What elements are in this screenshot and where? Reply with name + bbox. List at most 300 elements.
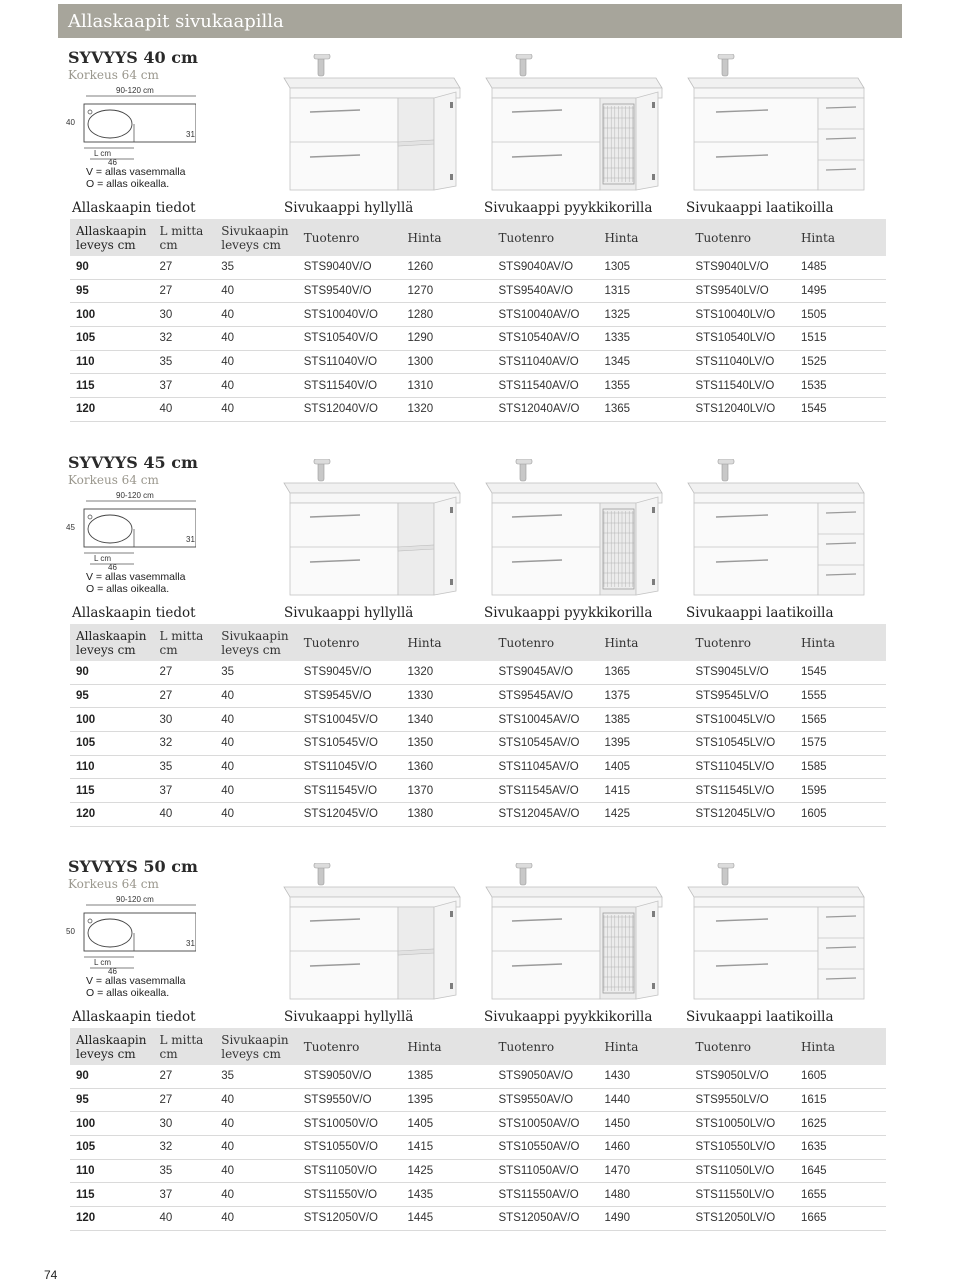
table-cell: STS11540V/O bbox=[298, 374, 402, 398]
table-cell: STS10050AV/O bbox=[493, 1112, 599, 1136]
table-cell: 90 bbox=[70, 256, 154, 279]
table-cell: 1290 bbox=[402, 327, 493, 351]
table-cell: 40 bbox=[215, 303, 298, 327]
table-cell: 40 bbox=[215, 350, 298, 374]
table-cell: STS11545AV/O bbox=[493, 779, 599, 803]
table-cell: 1490 bbox=[598, 1207, 689, 1231]
table-cell: 1415 bbox=[598, 779, 689, 803]
table-cell: STS9550AV/O bbox=[493, 1088, 599, 1112]
table-cell: STS11040V/O bbox=[298, 350, 402, 374]
table-cell: STS10040V/O bbox=[298, 303, 402, 327]
table-cell: 1395 bbox=[402, 1088, 493, 1112]
table-cell: 1305 bbox=[598, 256, 689, 279]
table-cell: 27 bbox=[154, 1088, 216, 1112]
table-cell: 35 bbox=[154, 350, 216, 374]
table-cell: 1425 bbox=[598, 803, 689, 827]
table-cell: 32 bbox=[154, 732, 216, 756]
table-cell: 1495 bbox=[795, 279, 886, 303]
group-heading-basket: Sivukaappi pyykkikorilla bbox=[484, 200, 653, 216]
table-cell: 1585 bbox=[795, 755, 886, 779]
diagram-label: 90-120 cm bbox=[116, 895, 154, 904]
group-heading-shelf: Sivukaappi hyllyllä bbox=[284, 200, 414, 216]
table-cell: 40 bbox=[215, 398, 298, 422]
table-cell: 1470 bbox=[598, 1159, 689, 1183]
column-header-price: Hinta bbox=[795, 624, 886, 661]
table-cell: STS10050V/O bbox=[298, 1112, 402, 1136]
diagram-label: 31 bbox=[186, 535, 195, 544]
table-cell: 1430 bbox=[598, 1065, 689, 1088]
table-row bbox=[70, 1183, 886, 1207]
product-image-shelf bbox=[276, 459, 466, 599]
product-image-basket bbox=[478, 863, 668, 1003]
table-cell: 37 bbox=[154, 1183, 216, 1207]
table-cell: 120 bbox=[70, 803, 154, 827]
table-cell: 115 bbox=[70, 1183, 154, 1207]
table-cell: 1615 bbox=[795, 1088, 886, 1112]
product-image-shelf bbox=[276, 54, 466, 194]
column-header-price: Hinta bbox=[795, 219, 886, 256]
table-cell: 1565 bbox=[795, 708, 886, 732]
table-cell: STS11545V/O bbox=[298, 779, 402, 803]
table-cell: 35 bbox=[215, 256, 298, 279]
diagram-label: 31 bbox=[186, 939, 195, 948]
table-cell: 30 bbox=[154, 303, 216, 327]
table-cell: 27 bbox=[154, 661, 216, 684]
diagram-label: 46 bbox=[108, 158, 117, 167]
table-row bbox=[70, 350, 886, 374]
table-cell: 40 bbox=[154, 398, 216, 422]
column-header-price: Hinta bbox=[402, 624, 493, 661]
table-cell: 1545 bbox=[795, 398, 886, 422]
table-cell: 1575 bbox=[795, 732, 886, 756]
table-cell: STS12050LV/O bbox=[689, 1207, 795, 1231]
table-cell: 30 bbox=[154, 1112, 216, 1136]
diagram-label: 50 bbox=[66, 927, 75, 936]
table-cell: 1405 bbox=[402, 1112, 493, 1136]
table-cell: STS11045AV/O bbox=[493, 755, 599, 779]
table-cell: STS11045V/O bbox=[298, 755, 402, 779]
table-cell: 40 bbox=[215, 803, 298, 827]
legend-right: O = allas oikealla. bbox=[86, 178, 170, 190]
table-cell: 40 bbox=[215, 1207, 298, 1231]
table-cell: 40 bbox=[215, 732, 298, 756]
section-height: Korkeus 64 cm bbox=[68, 473, 159, 487]
table-cell: 1380 bbox=[402, 803, 493, 827]
table-cell: 120 bbox=[70, 1207, 154, 1231]
section-title: SYVYYS 50 cm bbox=[68, 857, 198, 876]
table-cell: STS9545V/O bbox=[298, 684, 402, 708]
table-cell: 1505 bbox=[795, 303, 886, 327]
table-cell: STS12045AV/O bbox=[493, 803, 599, 827]
table-cell: 1330 bbox=[402, 684, 493, 708]
table-cell: 1340 bbox=[402, 708, 493, 732]
column-header-price: Hinta bbox=[598, 219, 689, 256]
table-cell: 1655 bbox=[795, 1183, 886, 1207]
table-cell: STS10550V/O bbox=[298, 1136, 402, 1160]
group-heading-shelf: Sivukaappi hyllyllä bbox=[284, 1009, 414, 1025]
table-cell: 27 bbox=[154, 684, 216, 708]
table-cell: STS12045LV/O bbox=[689, 803, 795, 827]
table-cell: 40 bbox=[154, 1207, 216, 1231]
depth-section bbox=[66, 453, 886, 848]
table-cell: STS9545LV/O bbox=[689, 684, 795, 708]
column-header-code: Tuotenro bbox=[493, 219, 599, 256]
table-row bbox=[70, 779, 886, 803]
table-cell: 90 bbox=[70, 661, 154, 684]
table-cell: 1270 bbox=[402, 279, 493, 303]
table-row bbox=[70, 708, 886, 732]
table-cell: STS10045AV/O bbox=[493, 708, 599, 732]
table-cell: STS11540LV/O bbox=[689, 374, 795, 398]
column-header-width: Allaskaapin leveys cm bbox=[70, 1028, 154, 1065]
table-cell: STS10545V/O bbox=[298, 732, 402, 756]
column-header-code: Tuotenro bbox=[689, 219, 795, 256]
table-cell: 90 bbox=[70, 1065, 154, 1088]
group-heading-drawers: Sivukaappi laatikoilla bbox=[686, 605, 834, 621]
section-height: Korkeus 64 cm bbox=[68, 68, 159, 82]
table-cell: 1315 bbox=[598, 279, 689, 303]
product-image-shelf bbox=[276, 863, 466, 1003]
table-cell: 1260 bbox=[402, 256, 493, 279]
table-cell: STS11550LV/O bbox=[689, 1183, 795, 1207]
column-header-code: Tuotenro bbox=[493, 1028, 599, 1065]
table-cell: STS12045V/O bbox=[298, 803, 402, 827]
column-header-code: Tuotenro bbox=[298, 1028, 402, 1065]
group-heading-drawers: Sivukaappi laatikoilla bbox=[686, 200, 834, 216]
column-header-price: Hinta bbox=[598, 1028, 689, 1065]
product-image-drawers bbox=[680, 863, 870, 1003]
column-header-price: Hinta bbox=[402, 219, 493, 256]
table-row bbox=[70, 732, 886, 756]
table-cell: 32 bbox=[154, 327, 216, 351]
table-cell: STS9040LV/O bbox=[689, 256, 795, 279]
column-header-code: Tuotenro bbox=[298, 219, 402, 256]
section-title: SYVYYS 40 cm bbox=[68, 48, 198, 67]
table-cell: 40 bbox=[215, 374, 298, 398]
table-cell: 40 bbox=[215, 755, 298, 779]
group-heading-shelf: Sivukaappi hyllyllä bbox=[284, 605, 414, 621]
table-cell: 1425 bbox=[402, 1159, 493, 1183]
table-cell: 1645 bbox=[795, 1159, 886, 1183]
price-table bbox=[70, 1028, 886, 1231]
table-cell: 1595 bbox=[795, 779, 886, 803]
table-cell: 1350 bbox=[402, 732, 493, 756]
column-header-l: L mitta cm bbox=[154, 1028, 216, 1065]
table-row bbox=[70, 327, 886, 351]
table-cell: 105 bbox=[70, 732, 154, 756]
column-header-side: Sivukaapin leveys cm bbox=[215, 624, 298, 661]
table-cell: STS10040AV/O bbox=[493, 303, 599, 327]
table-cell: 40 bbox=[215, 684, 298, 708]
basin-side-legend bbox=[86, 975, 186, 999]
column-header-code: Tuotenro bbox=[689, 1028, 795, 1065]
table-cell: STS9045V/O bbox=[298, 661, 402, 684]
table-cell: 27 bbox=[154, 279, 216, 303]
table-cell: 27 bbox=[154, 256, 216, 279]
table-cell: STS10540V/O bbox=[298, 327, 402, 351]
legend-right: O = allas oikealla. bbox=[86, 583, 170, 595]
table-cell: 95 bbox=[70, 1088, 154, 1112]
table-cell: STS11040AV/O bbox=[493, 350, 599, 374]
table-cell: STS9045AV/O bbox=[493, 661, 599, 684]
table-cell: 1365 bbox=[598, 661, 689, 684]
column-header-code: Tuotenro bbox=[689, 624, 795, 661]
table-row bbox=[70, 1159, 886, 1183]
table-cell: 40 bbox=[215, 1136, 298, 1160]
column-header-l: L mitta cm bbox=[154, 219, 216, 256]
table-cell: 40 bbox=[215, 279, 298, 303]
diagram-label: 45 bbox=[66, 523, 75, 532]
table-cell: 1325 bbox=[598, 303, 689, 327]
table-cell: 1460 bbox=[598, 1136, 689, 1160]
depth-section bbox=[66, 857, 886, 1252]
diagram-label: L cm bbox=[94, 958, 112, 967]
table-row bbox=[70, 803, 886, 827]
diagram-label: 90-120 cm bbox=[116, 86, 154, 95]
table-cell: 1555 bbox=[795, 684, 886, 708]
table-row bbox=[70, 1136, 886, 1160]
table-cell: STS11045LV/O bbox=[689, 755, 795, 779]
table-cell: 105 bbox=[70, 1136, 154, 1160]
table-cell: 115 bbox=[70, 374, 154, 398]
table-cell: 120 bbox=[70, 398, 154, 422]
table-cell: STS10545AV/O bbox=[493, 732, 599, 756]
table-cell: 1375 bbox=[598, 684, 689, 708]
column-header-side: Sivukaapin leveys cm bbox=[215, 219, 298, 256]
table-cell: 40 bbox=[215, 1088, 298, 1112]
legend-left: V = allas vasemmalla bbox=[86, 975, 186, 987]
table-cell: STS12050V/O bbox=[298, 1207, 402, 1231]
table-cell: 1405 bbox=[598, 755, 689, 779]
table-cell: 1385 bbox=[402, 1065, 493, 1088]
table-cell: STS10040LV/O bbox=[689, 303, 795, 327]
table-cell: 110 bbox=[70, 1159, 154, 1183]
column-header-l: L mitta cm bbox=[154, 624, 216, 661]
table-cell: 1360 bbox=[402, 755, 493, 779]
table-cell: 115 bbox=[70, 779, 154, 803]
table-cell: STS10540LV/O bbox=[689, 327, 795, 351]
table-cell: 40 bbox=[215, 779, 298, 803]
table-row bbox=[70, 1088, 886, 1112]
table-cell: 1435 bbox=[402, 1183, 493, 1207]
table-cell: STS9050LV/O bbox=[689, 1065, 795, 1088]
table-cell: 35 bbox=[154, 755, 216, 779]
group-heading-info: Allaskaapin tiedot bbox=[72, 605, 196, 621]
diagram-label: 31 bbox=[186, 130, 195, 139]
table-cell: 1625 bbox=[795, 1112, 886, 1136]
table-cell: 37 bbox=[154, 374, 216, 398]
table-cell: STS9040AV/O bbox=[493, 256, 599, 279]
price-table bbox=[70, 219, 886, 422]
column-header-side: Sivukaapin leveys cm bbox=[215, 1028, 298, 1065]
table-row bbox=[70, 684, 886, 708]
product-image-basket bbox=[478, 54, 668, 194]
table-row bbox=[70, 755, 886, 779]
table-cell: 95 bbox=[70, 684, 154, 708]
table-cell: 1480 bbox=[598, 1183, 689, 1207]
page-header-title: Allaskaapit sivukaapilla bbox=[68, 10, 284, 32]
table-cell: 40 bbox=[215, 708, 298, 732]
diagram-label: 90-120 cm bbox=[116, 491, 154, 500]
table-cell: 1525 bbox=[795, 350, 886, 374]
table-row bbox=[70, 1065, 886, 1088]
column-header-width: Allaskaapin leveys cm bbox=[70, 219, 154, 256]
table-cell: 100 bbox=[70, 708, 154, 732]
table-cell: STS11050LV/O bbox=[689, 1159, 795, 1183]
product-image-drawers bbox=[680, 54, 870, 194]
table-cell: STS11540AV/O bbox=[493, 374, 599, 398]
legend-left: V = allas vasemmalla bbox=[86, 571, 186, 583]
diagram-label: 46 bbox=[108, 967, 117, 976]
basin-side-legend bbox=[86, 571, 186, 595]
table-cell: 1515 bbox=[795, 327, 886, 351]
product-image-drawers bbox=[680, 459, 870, 599]
table-cell: 100 bbox=[70, 1112, 154, 1136]
table-cell: 1545 bbox=[795, 661, 886, 684]
table-cell: 1280 bbox=[402, 303, 493, 327]
table-cell: 40 bbox=[154, 803, 216, 827]
table-cell: 1365 bbox=[598, 398, 689, 422]
legend-left: V = allas vasemmalla bbox=[86, 166, 186, 178]
table-cell: 1605 bbox=[795, 1065, 886, 1088]
table-cell: STS10550AV/O bbox=[493, 1136, 599, 1160]
table-cell: 1415 bbox=[402, 1136, 493, 1160]
table-cell: 110 bbox=[70, 755, 154, 779]
table-cell: 40 bbox=[215, 1159, 298, 1183]
table-cell: STS11545LV/O bbox=[689, 779, 795, 803]
table-cell: 1665 bbox=[795, 1207, 886, 1231]
diagram-label: L cm bbox=[94, 149, 112, 158]
table-row bbox=[70, 256, 886, 279]
table-cell: STS10045V/O bbox=[298, 708, 402, 732]
table-cell: 35 bbox=[215, 661, 298, 684]
table-cell: STS9040V/O bbox=[298, 256, 402, 279]
table-cell: STS10550LV/O bbox=[689, 1136, 795, 1160]
table-cell: 35 bbox=[215, 1065, 298, 1088]
table-cell: 110 bbox=[70, 350, 154, 374]
table-cell: 1485 bbox=[795, 256, 886, 279]
table-header-row bbox=[70, 624, 886, 661]
table-cell: 1300 bbox=[402, 350, 493, 374]
table-cell: 95 bbox=[70, 279, 154, 303]
table-cell: 1310 bbox=[402, 374, 493, 398]
table-cell: 1395 bbox=[598, 732, 689, 756]
table-cell: 1535 bbox=[795, 374, 886, 398]
table-cell: STS12040V/O bbox=[298, 398, 402, 422]
page-number: 74 bbox=[44, 1268, 58, 1282]
table-cell: 105 bbox=[70, 327, 154, 351]
table-cell: STS11040LV/O bbox=[689, 350, 795, 374]
column-header-price: Hinta bbox=[402, 1028, 493, 1065]
group-heading-basket: Sivukaappi pyykkikorilla bbox=[484, 1009, 653, 1025]
table-cell: 1320 bbox=[402, 398, 493, 422]
table-cell: STS9050V/O bbox=[298, 1065, 402, 1088]
diagram-label: L cm bbox=[94, 554, 112, 563]
column-header-price: Hinta bbox=[598, 624, 689, 661]
table-cell: 1370 bbox=[402, 779, 493, 803]
table-cell: STS10050LV/O bbox=[689, 1112, 795, 1136]
table-cell: 1345 bbox=[598, 350, 689, 374]
column-header-width: Allaskaapin leveys cm bbox=[70, 624, 154, 661]
price-table bbox=[70, 624, 886, 827]
table-cell: STS12040AV/O bbox=[493, 398, 599, 422]
group-heading-info: Allaskaapin tiedot bbox=[72, 1009, 196, 1025]
table-cell: 1445 bbox=[402, 1207, 493, 1231]
page-header bbox=[58, 4, 902, 38]
table-cell: STS9045LV/O bbox=[689, 661, 795, 684]
table-row bbox=[70, 374, 886, 398]
table-row bbox=[70, 279, 886, 303]
table-cell: STS11050V/O bbox=[298, 1159, 402, 1183]
table-cell: STS9050AV/O bbox=[493, 1065, 599, 1088]
table-cell: 1635 bbox=[795, 1136, 886, 1160]
table-header-row bbox=[70, 219, 886, 256]
table-cell: 1440 bbox=[598, 1088, 689, 1112]
table-cell: STS11050AV/O bbox=[493, 1159, 599, 1183]
table-cell: 27 bbox=[154, 1065, 216, 1088]
column-header-code: Tuotenro bbox=[298, 624, 402, 661]
group-heading-info: Allaskaapin tiedot bbox=[72, 200, 196, 216]
table-row bbox=[70, 661, 886, 684]
table-cell: STS9540LV/O bbox=[689, 279, 795, 303]
table-cell: STS11550V/O bbox=[298, 1183, 402, 1207]
table-cell: STS9550V/O bbox=[298, 1088, 402, 1112]
table-cell: STS9540V/O bbox=[298, 279, 402, 303]
depth-section bbox=[66, 48, 886, 443]
table-cell: 30 bbox=[154, 708, 216, 732]
table-cell: 1355 bbox=[598, 374, 689, 398]
table-cell: STS9545AV/O bbox=[493, 684, 599, 708]
table-cell: STS10545LV/O bbox=[689, 732, 795, 756]
legend-right: O = allas oikealla. bbox=[86, 987, 170, 999]
diagram-label: 40 bbox=[66, 118, 75, 127]
column-header-price: Hinta bbox=[795, 1028, 886, 1065]
table-cell: STS12040LV/O bbox=[689, 398, 795, 422]
table-cell: 37 bbox=[154, 779, 216, 803]
table-cell: 1335 bbox=[598, 327, 689, 351]
table-cell: 100 bbox=[70, 303, 154, 327]
table-cell: 1385 bbox=[598, 708, 689, 732]
table-cell: 1450 bbox=[598, 1112, 689, 1136]
group-heading-drawers: Sivukaappi laatikoilla bbox=[686, 1009, 834, 1025]
table-cell: 35 bbox=[154, 1159, 216, 1183]
table-cell: 32 bbox=[154, 1136, 216, 1160]
table-cell: 40 bbox=[215, 1183, 298, 1207]
table-cell: 40 bbox=[215, 1112, 298, 1136]
table-row bbox=[70, 398, 886, 422]
section-title: SYVYYS 45 cm bbox=[68, 453, 198, 472]
table-row bbox=[70, 1207, 886, 1231]
product-image-basket bbox=[478, 459, 668, 599]
table-cell: 1605 bbox=[795, 803, 886, 827]
table-header-row bbox=[70, 1028, 886, 1065]
diagram-label: 46 bbox=[108, 563, 117, 572]
table-row bbox=[70, 1112, 886, 1136]
group-heading-basket: Sivukaappi pyykkikorilla bbox=[484, 605, 653, 621]
column-header-code: Tuotenro bbox=[493, 624, 599, 661]
table-cell: 40 bbox=[215, 327, 298, 351]
section-height: Korkeus 64 cm bbox=[68, 877, 159, 891]
table-cell: STS9550LV/O bbox=[689, 1088, 795, 1112]
table-cell: STS12050AV/O bbox=[493, 1207, 599, 1231]
table-cell: STS10045LV/O bbox=[689, 708, 795, 732]
table-cell: STS9540AV/O bbox=[493, 279, 599, 303]
table-cell: 1320 bbox=[402, 661, 493, 684]
table-cell: STS10540AV/O bbox=[493, 327, 599, 351]
table-cell: STS11550AV/O bbox=[493, 1183, 599, 1207]
basin-side-legend bbox=[86, 166, 186, 190]
table-row bbox=[70, 303, 886, 327]
